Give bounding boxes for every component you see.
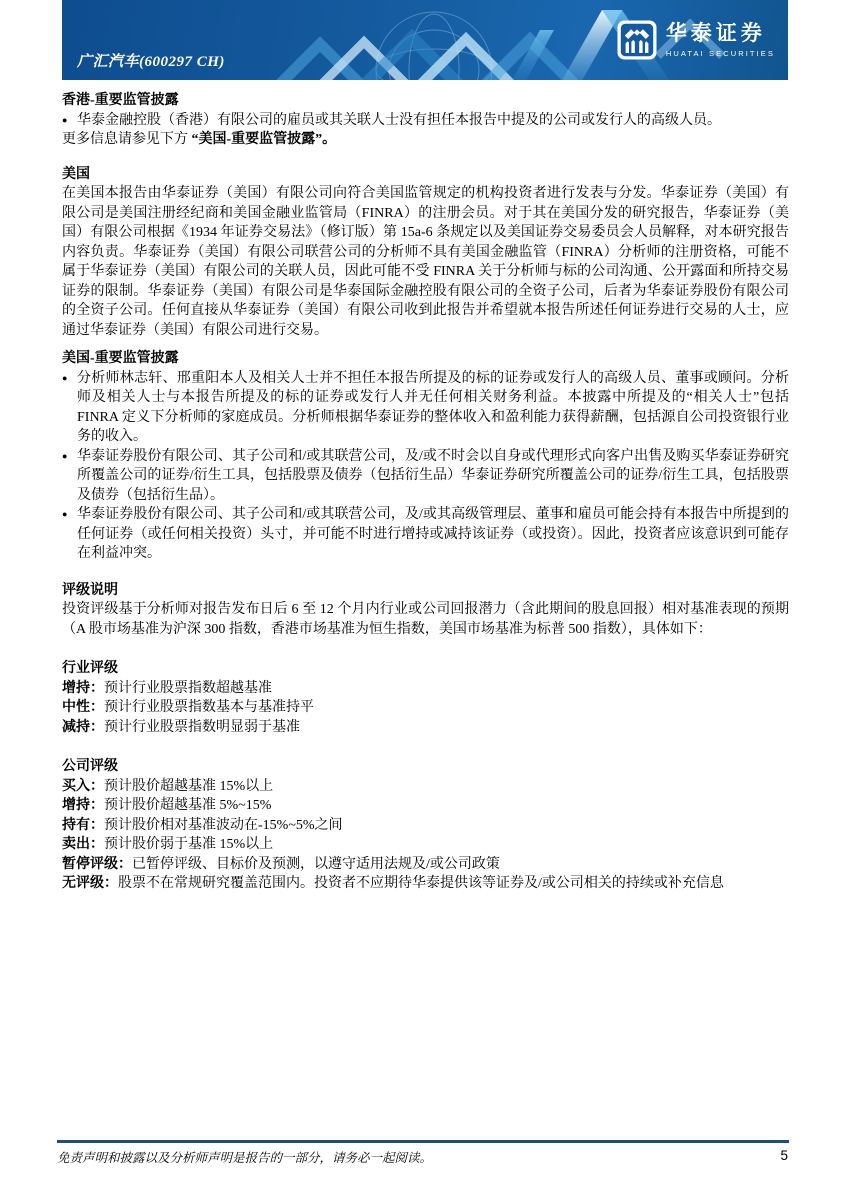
brand-block [617, 20, 775, 60]
page-body [62, 91, 789, 894]
company-rating-item [62, 777, 789, 797]
company-rating-item [62, 796, 789, 816]
section-title-hk-disclosure: 香港-重要监管披露 [62, 93, 179, 108]
page-footer [57, 1140, 789, 1166]
brand-name-cn: 华泰证券 [665, 22, 766, 46]
company-rating-item [62, 855, 789, 875]
footer-disclaimer: 免责声明和披露以及分析师声明是报告的一部分，请务必一起阅读。 [57, 1151, 433, 1165]
rating-label: 暂停评级： [62, 856, 132, 872]
bullet-text: 华泰证券股份有限公司、其子公司和/或其联营公司，及/或其高级管理层、董事和雇员可能会持有本报告中所提到的任何证券（或任何相关投资）头寸，并可能不时进行增持或减持该证券（或投资）。因此，投资者应该意识到可能存在利益冲突。 [77, 507, 789, 561]
bullet-text: 华泰金融控股（香港）有限公司的雇员或其关联人士没有担任本报告中提及的公司或发行人的高级人员。 [77, 112, 721, 128]
list-item [62, 505, 789, 564]
section-title-industry-rating: 行业评级 [62, 661, 118, 676]
industry-rating-item [62, 718, 789, 738]
page-number: 5 [780, 1148, 788, 1163]
bullet-icon: ● [62, 114, 68, 125]
bullet-text: 分析师林志轩、邢重阳本人及相关人士并不担任本报告所提及的标的证券或发行人的高级人员、董事或顾问。分析师及相关人士与本报告所提及的标的证券或发行人并无任何相关财务利益。本披露中所提及的“相关人士”包括 FINRA 定义下分析师的家庭成员。分析师根据华泰证券的整体收入和盈利能力获得薪酬，包括源自公司投资银行业务的收入。 [77, 370, 789, 444]
list-item [62, 369, 789, 447]
rating-label: 卖出： [62, 837, 104, 852]
section-us [62, 165, 789, 341]
rating-text: 预计股价相对基准波动在-15%~5%之间 [104, 817, 343, 833]
section-industry-rating [62, 659, 789, 737]
list-item [62, 111, 789, 131]
bullet-icon: ● [62, 372, 68, 383]
company-rating-item [62, 816, 789, 836]
header-banner [62, 0, 788, 80]
rating-text: 预计股价超越基准 15%以上 [104, 778, 274, 794]
rating-label: 减持： [62, 719, 104, 735]
us-paragraph: 在美国本报告由华泰证券（美国）有限公司向符合美国监管规定的机构投资者进行发表与分发。华泰证券（美国）有限公司是美国注册经纪商和美国金融业监管局（FINRA）的注册会员。对于其在美国分发的研究报告，华泰证券（美国）有限公司根据《1934 年证券交易法》（修订版）第 15a-6 条规定以及美国证券交易委员会人员解释，对本研究报告内容负责。华泰证券（美国）有限公司联营公司的分析师不具有美国金融监管（FINRA）分析师的注册资格，可能不属于华泰证券（美国）有限公司的关联人员，因此可能不受 FINRA 关于分析师与标的公司沟通、公开露面和所持交易证券的限制。华泰证券（美国）有限公司是华泰国际金融控股有限公司的全资子公司，后者为华泰证券股份有限公司的全资子公司。任何直接从华泰证券（美国）有限公司收到此报告并希望就本报告所述任何证券进行交易的人士，应通过华泰证券（美国）有限公司进行交易。 [62, 186, 789, 338]
rating-label: 中性： [62, 700, 104, 715]
bullet-icon: ● [62, 450, 68, 461]
rating-text: 股票不在常规研究覆盖范围内。投资者不应期待华泰提供该等证券及/或公司相关的持续或补充信息 [118, 876, 724, 891]
rating-text: 预计行业股票指数明显弱于基准 [104, 719, 300, 735]
section-title-us-disclosure: 美国-重要监管披露 [62, 351, 179, 366]
industry-rating-item [62, 679, 789, 699]
section-us-disclosure [62, 349, 789, 564]
more-info-reference: “美国-重要监管披露”。 [191, 132, 337, 147]
bullet-icon: ● [62, 509, 68, 519]
more-info-note [62, 130, 789, 150]
rating-label: 增持： [62, 798, 104, 813]
industry-rating-item [62, 698, 789, 718]
rating-label: 持有： [62, 817, 104, 833]
rating-text: 预计行业股票指数基本与基准持平 [104, 700, 314, 715]
section-title-company-rating: 公司评级 [62, 759, 118, 774]
section-rating-notes [62, 581, 789, 640]
company-rating-item [62, 835, 789, 855]
section-hk-disclosure [62, 91, 789, 150]
section-title-rating-notes: 评级说明 [62, 582, 118, 598]
stock-code-label: 广汇汽车(600297 CH) [77, 54, 225, 70]
rating-text: 预计股价弱于基准 15%以上 [104, 837, 274, 852]
huatai-logo-icon [617, 20, 657, 60]
company-rating-item [62, 874, 789, 894]
rating-text: 预计股价超越基准 5%~15% [104, 798, 272, 813]
brand-name-en: HUATAI SECURITIES [665, 48, 775, 58]
section-company-rating [62, 757, 789, 894]
rating-text: 已暂停评级、目标价及预测，以遵守适用法规及/或公司政策 [132, 856, 500, 872]
rating-text: 预计行业股票指数超越基准 [104, 680, 272, 696]
bullet-text: 华泰证券股份有限公司、其子公司和/或其联营公司，及/或不时会以自身或代理形式向客户出售及购买华泰证券研究所覆盖公司的证券/衍生工具，包括股票及债券（包括衍生品）华泰证券研究所覆盖公司的证券/衍生工具，包括股票及债券（包括衍生品）。 [77, 448, 789, 503]
section-title-us: 美国 [62, 166, 90, 182]
rating-notes-paragraph: 投资评级基于分析师对报告发布日后 6 至 12 个月内行业或公司回报潜力（含此期间的股息回报）相对基准表现的预期（A 股市场基准为沪深 300 指数，香港市场基准为恒生指数，美国市场基准为标普 500 指数），具体如下： [62, 602, 789, 637]
rating-label: 无评级： [62, 876, 118, 891]
more-info-prefix: 更多信息请参见下方 [62, 132, 192, 147]
rating-label: 增持： [62, 680, 104, 696]
rating-label: 买入： [62, 778, 104, 794]
list-item [62, 447, 789, 506]
